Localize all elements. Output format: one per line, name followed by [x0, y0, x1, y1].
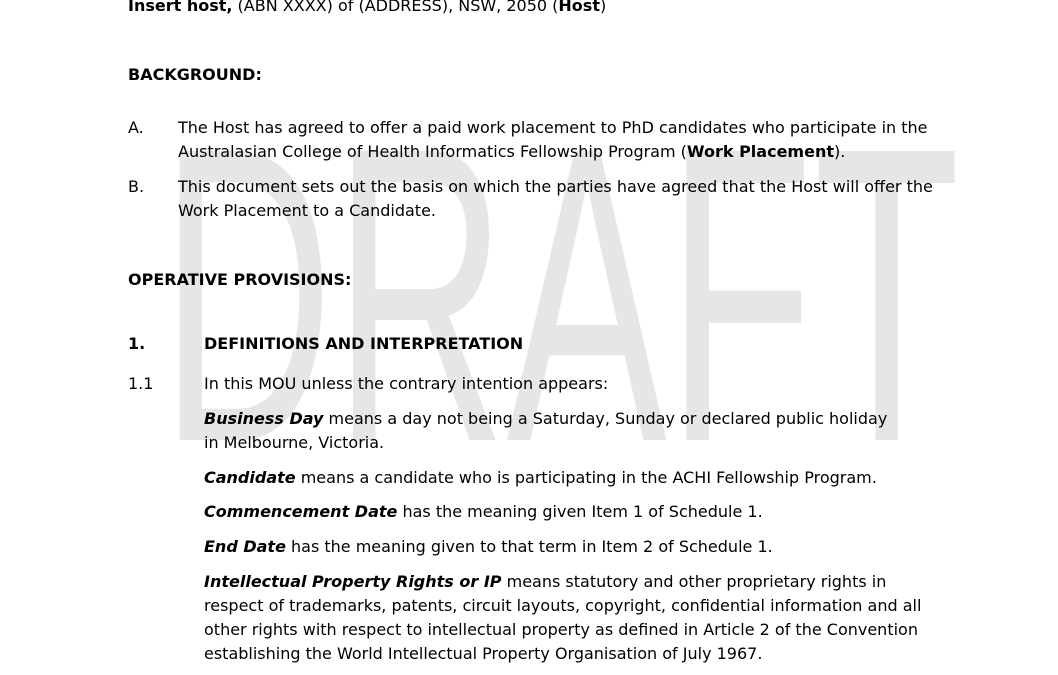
definition-business-day	[204, 407, 894, 455]
definition-commencement-date	[204, 500, 924, 524]
clause-1-1-number: 1.1	[128, 374, 154, 393]
recital-a-text	[178, 116, 938, 164]
host-party-label: Insert host,	[128, 0, 233, 15]
definition-intellectual-property	[204, 570, 922, 666]
definition-term: Commencement Date	[204, 502, 398, 521]
recital-b-text: This document sets out the basis on which the parties have agreed that the Host will offer the Work Placement to a Candidate.	[178, 177, 933, 220]
definition-term: Business Day	[204, 409, 324, 428]
host-party-details: (ABN XXXX) of (ADDRESS), NSW, 2050 (	[232, 0, 559, 15]
recital-a-label: A.	[128, 118, 144, 137]
recital-a-term: Work Placement	[686, 142, 834, 161]
draft-watermark-text: DRAFT	[160, 80, 961, 530]
definition-candidate	[204, 466, 924, 490]
definition-text: has the meaning given Item 1 of Schedule 1.	[397, 502, 763, 521]
definition-term: End Date	[204, 537, 286, 556]
section-1-title: DEFINITIONS AND INTERPRETATION	[204, 334, 524, 353]
definition-text: means a candidate who is participating in the ACHI Fellowship Program.	[295, 468, 877, 487]
definition-text: means a day not being a Saturday, Sunday or declared public holiday in Melbourne, Victoria.	[204, 409, 888, 452]
background-heading: BACKGROUND:	[128, 65, 262, 84]
host-party-close: )	[599, 0, 607, 15]
recital-b-label: B.	[128, 177, 145, 196]
section-1-number: 1.	[128, 334, 146, 353]
host-role-term: Host	[558, 0, 600, 15]
operative-provisions-heading: OPERATIVE PROVISIONS:	[128, 270, 352, 289]
definition-term: Candidate	[204, 468, 296, 487]
definition-text: means statutory and other proprietary rights in respect of trademarks, patents, circuit layouts, copyright, confidential information and all other rights with respect to intellectual property as defined in Article 2 of the Convention establishing the World Intellectual Property Organisation of July 1967.	[204, 572, 922, 663]
definition-end-date	[204, 535, 924, 559]
definition-text: has the meaning given to that term in Item 2 of Schedule 1.	[285, 537, 773, 556]
recital-a-text-before: The Host has agreed to offer a paid work placement to PhD candidates who participate in the Australasian College of Health Informatics Fellowship Program (	[178, 118, 928, 161]
host-party-line	[128, 0, 606, 18]
clause-1-1-text: In this MOU unless the contrary intention appears:	[204, 374, 609, 393]
recital-a-text-after: ).	[833, 142, 846, 161]
definition-term: Intellectual Property Rights or IP	[204, 572, 502, 591]
